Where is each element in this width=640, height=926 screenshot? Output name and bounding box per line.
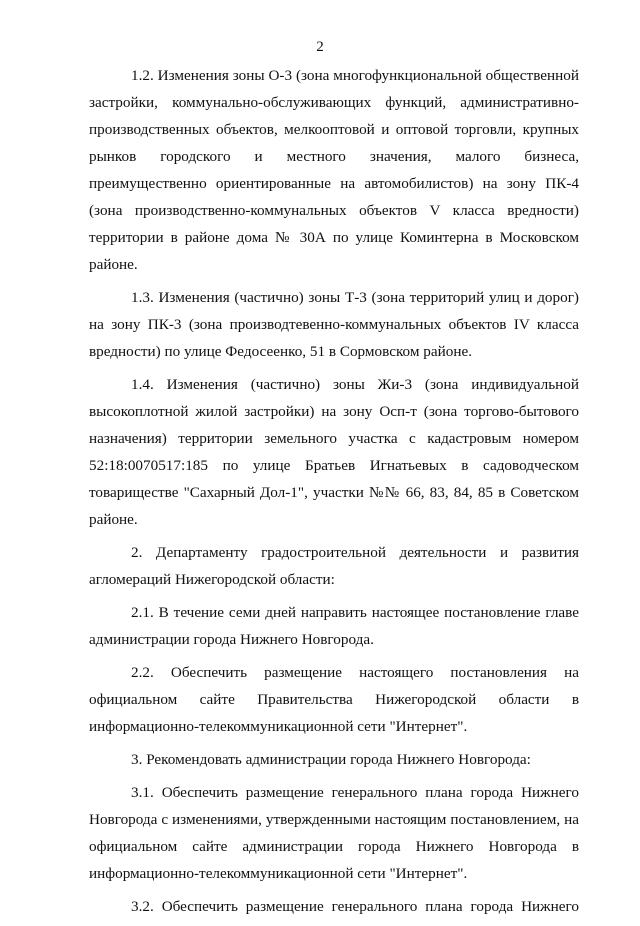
text-line: официальном сайте администрации города Нижнего Новгорода в [89,838,579,855]
paragraph [89,746,579,773]
text-line: районе. [89,256,138,273]
text-line: информационно-телекоммуникационной сети "Интернет". [89,718,468,735]
document-body [89,62,579,926]
page-number: 2 [316,39,324,55]
text-line: 3.2. Обеспечить размещение генерального плана города Нижнего [131,898,579,915]
paragraph [89,893,579,920]
paragraph [89,371,579,533]
text-line: районе. [89,511,138,528]
text-line: информационно-телекоммуникационной сети "Интернет". [89,865,468,882]
paragraph [89,599,579,653]
text-line: вредности) по улице Федосеенко, 51 в Сормовском районе. [89,343,472,360]
text-line: назначения) территории земельного участка с кадастровым номером [89,430,579,447]
text-line: рынков городского и местного значения, малого бизнеса, [89,148,579,165]
text-line: 3. Рекомендовать администрации города Нижнего Новгорода: [131,751,531,768]
text-line: агломераций Нижегородской области: [89,571,335,588]
text-line: товариществе "Сахарный Дол-1", участки №№ 66, 83, 84, 85 в Советском [89,484,579,501]
text-line: 2. Департаменту градостроительной деятельности и развития [131,544,579,561]
text-line: 2.2. Обеспечить размещение настоящего постановления на [131,664,579,681]
text-line: производственных объектов, мелкооптовой и оптовой торговли, крупных [89,121,579,138]
text-line: 1.3. Изменения (частично) зоны Т-3 (зона территорий улиц и дорог) [131,289,579,306]
text-line: 1.2. Изменения зоны О-3 (зона многофункциональной общественной [131,67,579,84]
text-line: (зона производственно-коммунальных объектов V класса вредности) [89,202,579,219]
paragraph [89,62,579,278]
text-line: преимущественно ориентированные на автомобилистов) на зону ПК-4 [89,175,579,192]
paragraph [89,779,579,887]
text-line: 52:18:0070517:185 по улице Братьев Игнатьевых в садоводческом [89,457,579,474]
text-line: официальном сайте Правительства Нижегородской области в [89,691,579,708]
text-line: высокоплотной жилой застройки) на зону Осп-т (зона торгово-бытового [89,403,579,420]
text-line: территории в районе дома № 30А по улице Коминтерна в Московском [89,229,579,246]
text-line: 1.4. Изменения (частично) зоны Жи-3 (зона индивидуальной [131,376,579,393]
paragraph [89,659,579,740]
text-line: Новгорода с изменениями, утвержденными настоящим постановлением, на [89,811,579,828]
text-line: 3.1. Обеспечить размещение генерального плана города Нижнего [131,784,579,801]
paragraph [89,539,579,593]
paragraph [89,284,579,365]
text-line: на зону ПК-3 (зона производтевенно-коммунальных объектов IV класса [89,316,579,333]
text-line: 2.1. В течение семи дней направить настоящее постановление главе [131,604,579,621]
text-line: администрации города Нижнего Новгорода. [89,631,374,648]
text-line: застройки, коммунально-обслуживающих функций, административно- [89,94,579,111]
